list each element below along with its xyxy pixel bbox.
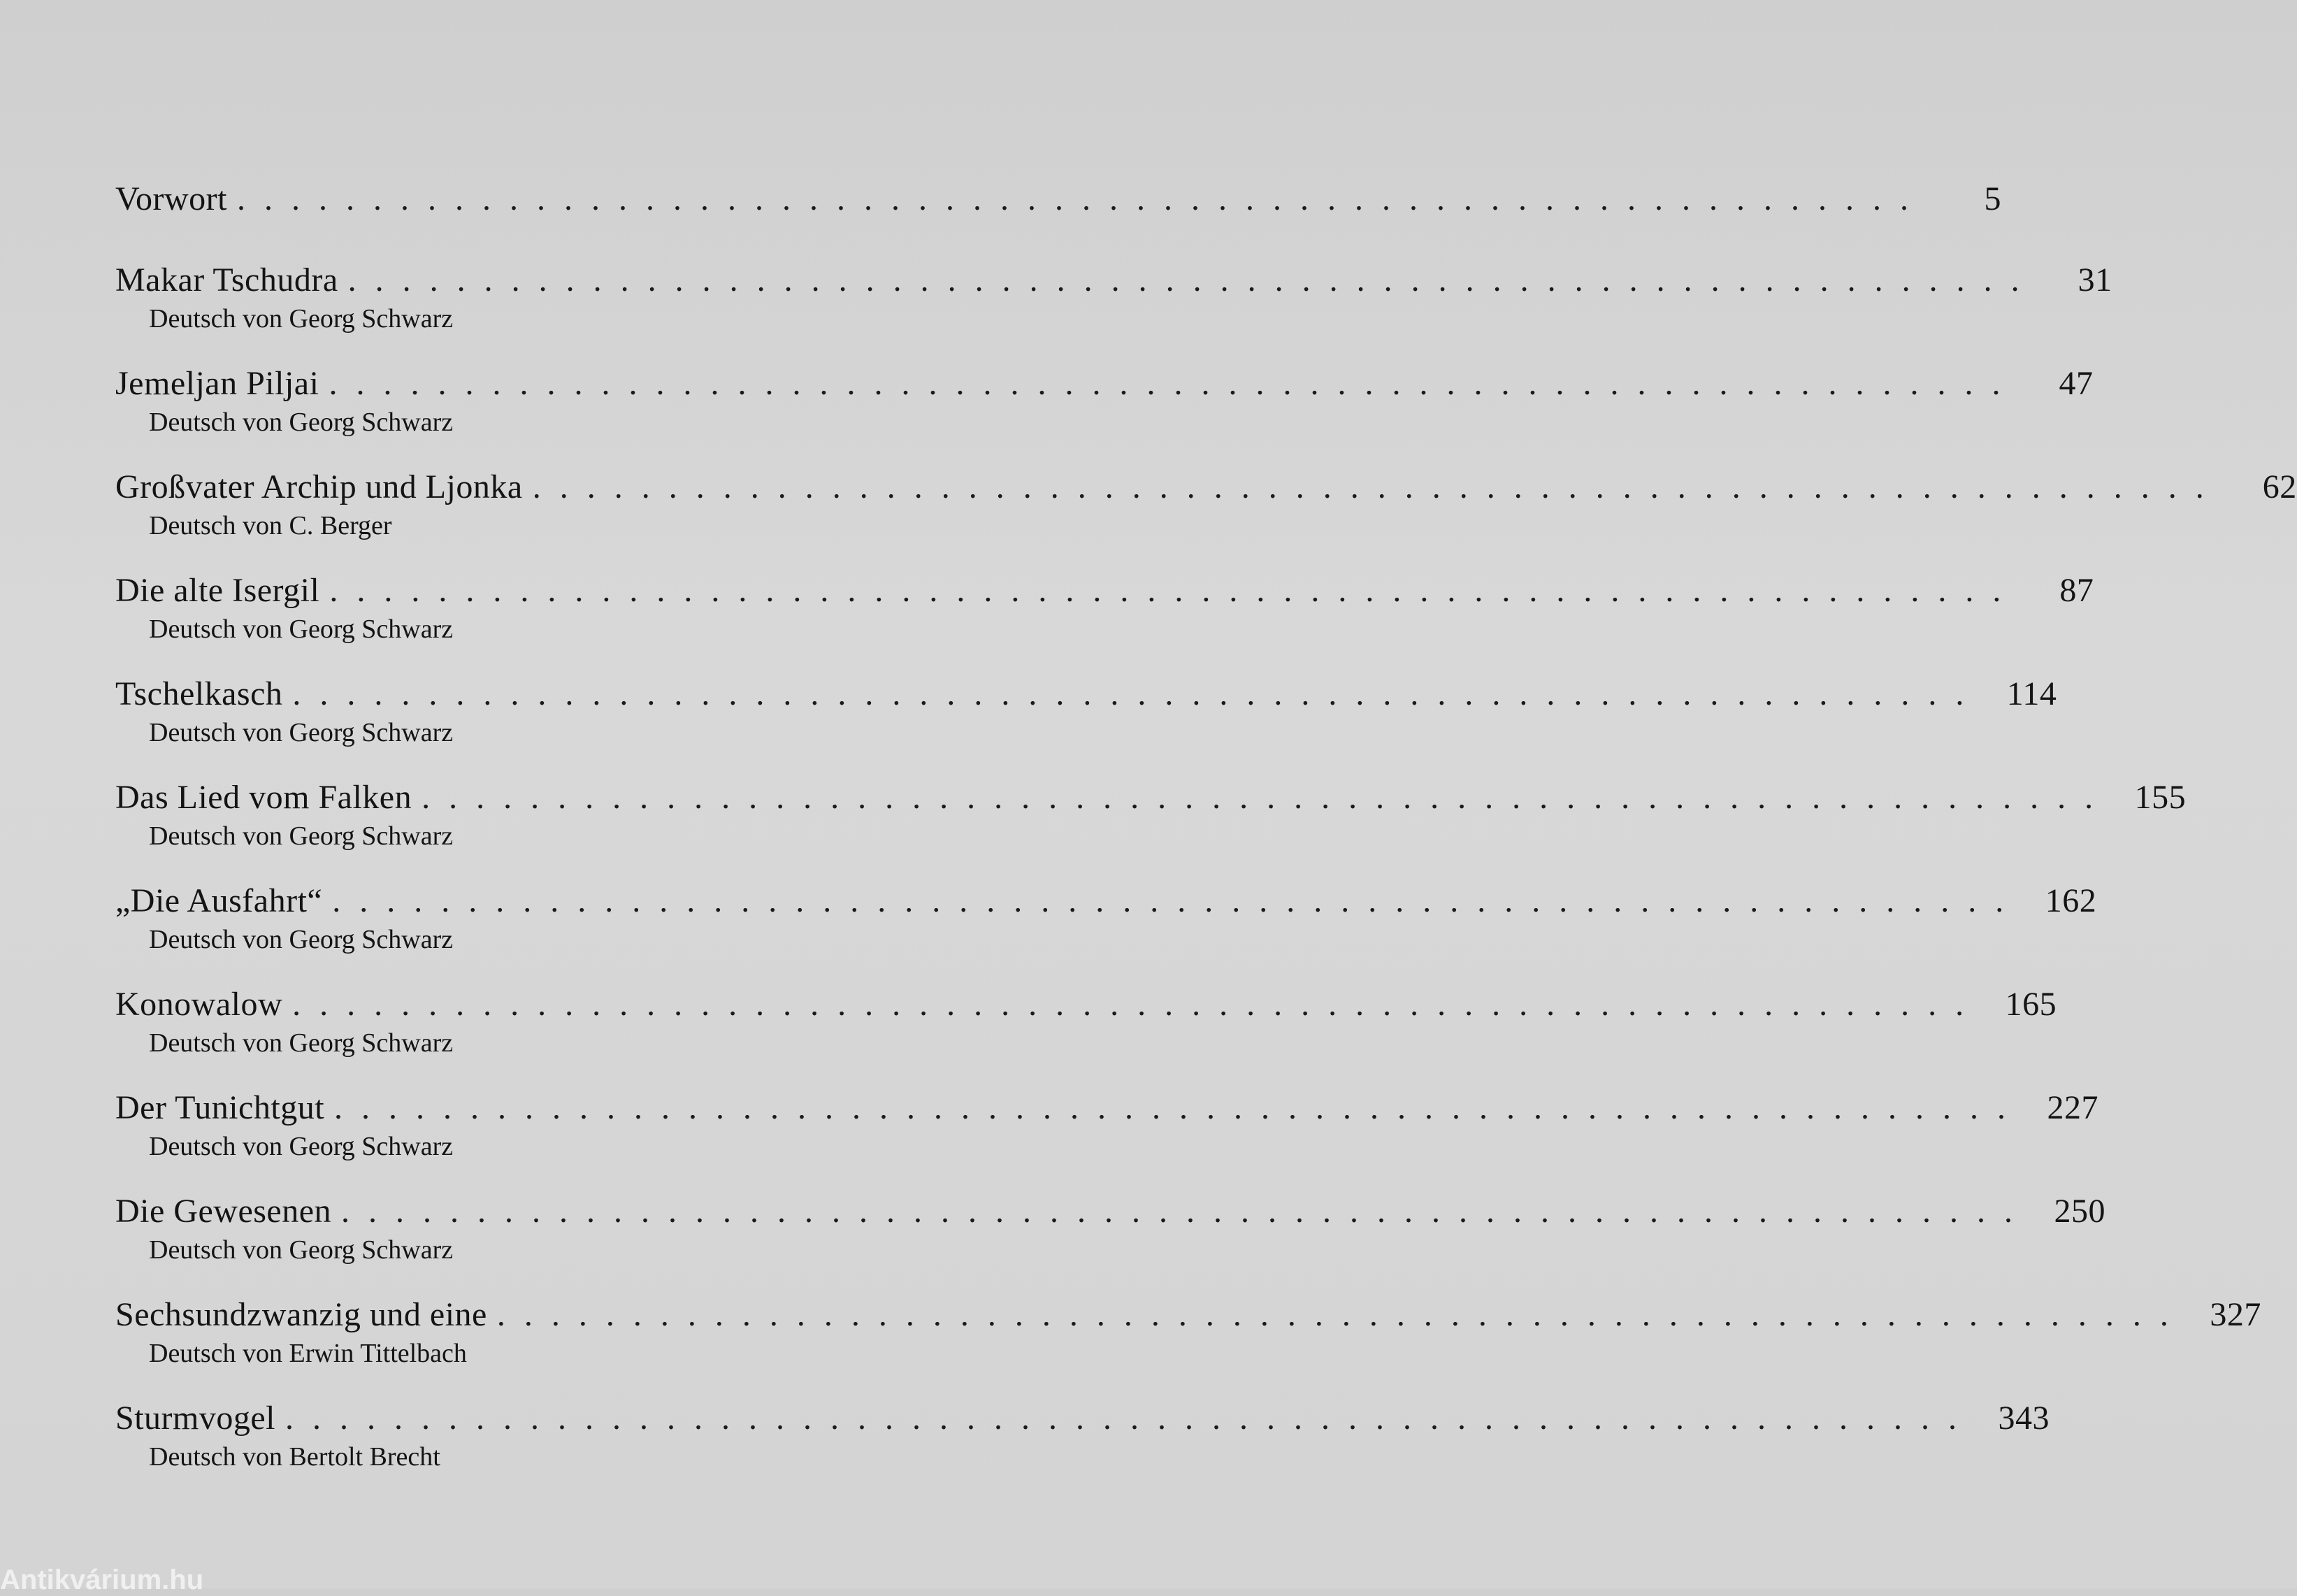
toc-page-number: 250 xyxy=(2054,1193,2106,1230)
toc-title: Konowalow xyxy=(115,986,283,1023)
toc-translator: Deutsch von Georg Schwarz xyxy=(149,925,454,954)
dot-leader: .............................................................. xyxy=(329,572,2020,609)
dot-leader: .............................................................. xyxy=(292,986,1983,1023)
toc-page-number: 343 xyxy=(1998,1400,2050,1437)
toc-row xyxy=(115,984,2057,1026)
dot-leader: .............................................................. xyxy=(422,779,2112,816)
toc-entry xyxy=(115,570,2094,647)
toc-translator: Deutsch von Georg Schwarz xyxy=(149,614,454,644)
toc-entry xyxy=(115,673,2057,750)
toc-page-number: 87 xyxy=(2059,572,2094,609)
toc-page-number: 5 xyxy=(1984,180,2001,217)
toc-title: Großvater Archip und Ljonka xyxy=(115,468,523,505)
toc-title: Sturmvogel xyxy=(115,1400,275,1437)
toc-translator: Deutsch von Georg Schwarz xyxy=(149,821,454,851)
dot-leader: .............................................................. xyxy=(334,1089,2025,1126)
toc-entry xyxy=(115,1191,2106,1267)
toc-row xyxy=(115,1191,2106,1232)
toc-page-number: 227 xyxy=(2047,1089,2099,1126)
dot-leader: .............................................................. xyxy=(532,468,2223,505)
toc-title: Makar Tschudra xyxy=(115,261,338,299)
toc-translator: Deutsch von Georg Schwarz xyxy=(149,408,454,437)
toc-row xyxy=(115,880,2097,922)
toc-page-number: 31 xyxy=(2078,261,2112,299)
toc-row xyxy=(115,1294,2261,1336)
toc-entry xyxy=(115,777,2187,854)
dot-leader: .............................................................. xyxy=(332,882,2023,919)
toc-page-number: 327 xyxy=(2210,1296,2261,1333)
toc-translator: Deutsch von Georg Schwarz xyxy=(149,1235,454,1265)
toc-entry xyxy=(115,1397,2050,1474)
dot-leader: .............................................................. xyxy=(329,365,2019,402)
toc-row xyxy=(115,466,2297,508)
toc-entry xyxy=(115,984,2057,1061)
table-of-contents xyxy=(115,178,2297,1474)
toc-title: Jemeljan Piljai xyxy=(115,365,319,402)
dot-leader: .............................................................. xyxy=(285,1400,1975,1437)
toc-entry xyxy=(115,1087,2099,1164)
toc-entry xyxy=(115,466,2297,543)
toc-title: Tschelkasch xyxy=(115,675,283,712)
toc-page-number: 165 xyxy=(2005,986,2057,1023)
toc-page-number: 62 xyxy=(2262,468,2297,505)
toc-row xyxy=(115,570,2094,612)
toc-entry xyxy=(115,1294,2261,1371)
toc-translator: Deutsch von Bertolt Brecht xyxy=(149,1442,440,1472)
dot-leader: .............................................................. xyxy=(496,1296,2187,1333)
toc-row xyxy=(115,259,2112,301)
toc-translator: Deutsch von Georg Schwarz xyxy=(149,304,454,333)
toc-title: Die Gewesenen xyxy=(115,1193,332,1230)
dot-leader: .............................................................. xyxy=(347,261,2038,299)
toc-row xyxy=(115,363,2094,405)
toc-row xyxy=(115,1397,2050,1439)
toc-entry xyxy=(115,880,2097,957)
watermark-text: Antikvárium.hu xyxy=(0,1565,204,1595)
toc-entry-vorwort xyxy=(115,178,2001,220)
toc-page-number: 114 xyxy=(2006,675,2057,712)
toc-title: Das Lied vom Falken xyxy=(115,779,412,816)
toc-row xyxy=(115,777,2187,819)
toc-title: „Die Ausfahrt“ xyxy=(115,882,323,919)
toc-entry xyxy=(115,259,2112,336)
toc-row xyxy=(115,1087,2099,1129)
toc-translator: Deutsch von Georg Schwarz xyxy=(149,718,454,747)
dot-leader: .............................................................. xyxy=(341,1193,2032,1230)
toc-title: Der Tunichtgut xyxy=(115,1089,325,1126)
dot-leader: .............................................................. xyxy=(236,180,1927,217)
toc-page-number: 47 xyxy=(2059,365,2094,402)
toc-translator: Deutsch von Georg Schwarz xyxy=(149,1132,454,1161)
toc-title: Die alte Isergil xyxy=(115,572,320,609)
toc-title: Vorwort xyxy=(115,180,227,217)
toc-row xyxy=(115,673,2057,715)
toc-entry xyxy=(115,363,2094,440)
toc-row xyxy=(115,178,2001,220)
toc-translator: Deutsch von C. Berger xyxy=(149,511,392,540)
toc-page-number: 155 xyxy=(2134,779,2187,816)
toc-title: Sechsundzwanzig und eine xyxy=(115,1296,487,1333)
dot-leader: .............................................................. xyxy=(292,675,1983,712)
toc-translator: Deutsch von Erwin Tittelbach xyxy=(149,1339,467,1368)
toc-translator: Deutsch von Georg Schwarz xyxy=(149,1028,454,1058)
toc-page-number: 162 xyxy=(2045,882,2097,919)
